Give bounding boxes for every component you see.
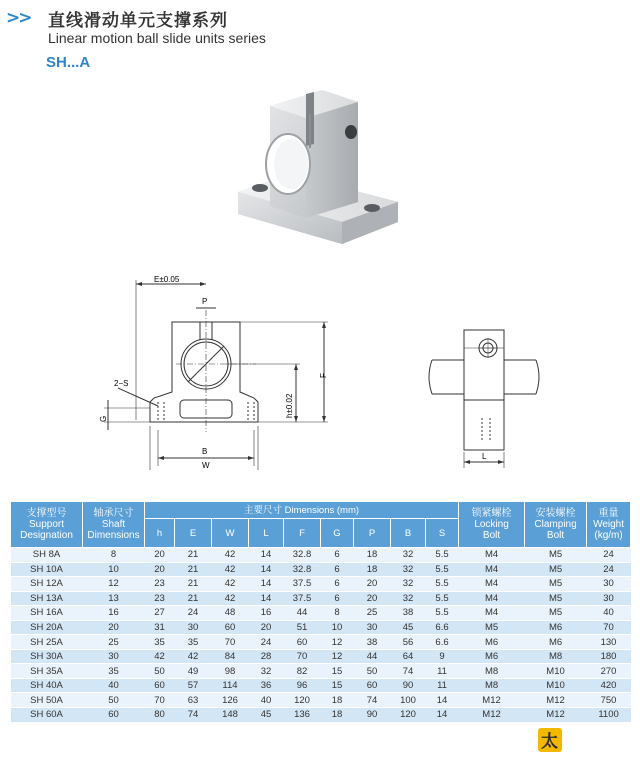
header-dim-f: F [284, 519, 321, 548]
table-cell: 70 [587, 620, 631, 635]
table-row [11, 562, 631, 577]
table-cell: 27 [145, 606, 175, 621]
table-cell: SH 40A [11, 678, 83, 693]
table-cell: 18 [321, 693, 354, 708]
table-cell: 42 [212, 562, 249, 577]
table-cell: 9 [426, 649, 459, 664]
table-cell: 18 [354, 562, 391, 577]
front-view-drawing [96, 270, 346, 470]
spec-table-body [11, 548, 631, 723]
table-cell: 90 [391, 678, 426, 693]
table-cell: 32.8 [284, 562, 321, 577]
table-cell: M12 [525, 693, 587, 708]
side-view-drawing [424, 320, 554, 470]
table-cell: 45 [249, 708, 284, 723]
table-cell: 14 [426, 708, 459, 723]
table-cell: 44 [284, 606, 321, 621]
table-cell: 14 [249, 562, 284, 577]
table-cell: M12 [525, 708, 587, 723]
table-cell: 32 [391, 548, 426, 563]
table-cell: 60 [145, 678, 175, 693]
table-cell: 14 [249, 577, 284, 592]
table-cell: 23 [145, 591, 175, 606]
label-p: P [202, 297, 208, 306]
label-g: G [99, 415, 108, 422]
title-english: Linear motion ball slide units series [48, 30, 266, 46]
table-cell: M6 [525, 620, 587, 635]
table-cell: 750 [587, 693, 631, 708]
table-cell: 21 [175, 548, 212, 563]
table-cell: M12 [459, 693, 525, 708]
table-cell: 37.5 [284, 577, 321, 592]
label-s: 2−S [114, 379, 129, 388]
table-cell: 42 [212, 548, 249, 563]
table-cell: 6.6 [426, 635, 459, 650]
header-dim-h: h [145, 519, 175, 548]
table-cell: SH 35A [11, 664, 83, 679]
table-cell: 8 [321, 606, 354, 621]
table-cell: M10 [525, 678, 587, 693]
table-cell: M5 [525, 562, 587, 577]
table-cell: 32 [391, 591, 426, 606]
table-cell: 37.5 [284, 591, 321, 606]
table-cell: 40 [83, 678, 145, 693]
header-dim-e: E [175, 519, 212, 548]
label-h: h±0.02 [285, 393, 294, 418]
header-dim-l: L [249, 519, 284, 548]
table-cell: 14 [249, 591, 284, 606]
table-cell: M8 [525, 649, 587, 664]
header-dim-p: P [354, 519, 391, 548]
table-cell: 5.5 [426, 548, 459, 563]
table-cell: 14 [249, 548, 284, 563]
table-cell: 21 [175, 562, 212, 577]
table-cell: 80 [145, 708, 175, 723]
table-cell: M4 [459, 606, 525, 621]
table-cell: M10 [525, 664, 587, 679]
table-cell: 64 [391, 649, 426, 664]
table-cell: 74 [354, 693, 391, 708]
table-cell: M5 [525, 591, 587, 606]
table-cell: M6 [525, 635, 587, 650]
table-cell: 42 [212, 577, 249, 592]
table-row [11, 678, 631, 693]
table-cell: SH 30A [11, 649, 83, 664]
header-dim-s: S [426, 519, 459, 548]
table-cell: 63 [175, 693, 212, 708]
header-weight: 重量 Weight (kg/m) [587, 502, 631, 548]
table-cell: 70 [145, 693, 175, 708]
table-cell: 30 [587, 591, 631, 606]
table-cell: 32 [391, 577, 426, 592]
table-cell: 18 [321, 708, 354, 723]
table-cell: 23 [145, 577, 175, 592]
table-cell: 70 [212, 635, 249, 650]
table-cell: 98 [212, 664, 249, 679]
label-w: W [202, 461, 210, 470]
table-cell: 32 [249, 664, 284, 679]
table-row [11, 620, 631, 635]
table-cell: 70 [284, 649, 321, 664]
table-cell: 28 [249, 649, 284, 664]
table-cell: SH 8A [11, 548, 83, 563]
table-cell: M5 [525, 577, 587, 592]
table-cell: 16 [83, 606, 145, 621]
table-cell: 40 [587, 606, 631, 621]
table-cell: 18 [354, 548, 391, 563]
table-cell: 126 [212, 693, 249, 708]
table-cell: 5.5 [426, 577, 459, 592]
table-row [11, 635, 631, 650]
table-cell: 13 [83, 591, 145, 606]
table-cell: 45 [391, 620, 426, 635]
table-cell: 30 [354, 620, 391, 635]
table-cell: 6 [321, 548, 354, 563]
table-cell: 10 [83, 562, 145, 577]
table-cell: 15 [321, 678, 354, 693]
table-cell: 57 [175, 678, 212, 693]
table-row [11, 649, 631, 664]
table-cell: 5.5 [426, 562, 459, 577]
table-cell: 38 [391, 606, 426, 621]
table-cell: 11 [426, 664, 459, 679]
table-cell: SH 20A [11, 620, 83, 635]
table-cell: 84 [212, 649, 249, 664]
table-cell: 48 [212, 606, 249, 621]
table-cell: 6 [321, 577, 354, 592]
table-cell: 20 [354, 591, 391, 606]
header-designation: 支撑型号 Support Designation [11, 502, 83, 548]
label-e: E±0.05 [154, 275, 180, 284]
table-cell: SH 25A [11, 635, 83, 650]
table-cell: 21 [175, 591, 212, 606]
table-cell: SH 12A [11, 577, 83, 592]
table-cell: 96 [284, 678, 321, 693]
table-row [11, 708, 631, 723]
header-shaft: 轴承尺寸 Shaft Dimensions [83, 502, 145, 548]
table-cell: SH 13A [11, 591, 83, 606]
header-dim-b: B [391, 519, 426, 548]
table-cell: 21 [175, 577, 212, 592]
table-cell: 24 [587, 548, 631, 563]
label-l: L [482, 452, 487, 461]
header-arrows: >> [6, 8, 31, 28]
table-cell: M4 [459, 591, 525, 606]
header-dim-g: G [321, 519, 354, 548]
table-cell: 25 [83, 635, 145, 650]
table-cell: 15 [321, 664, 354, 679]
table-cell: 14 [426, 693, 459, 708]
table-cell: 120 [284, 693, 321, 708]
table-cell: 42 [145, 649, 175, 664]
table-cell: 11 [426, 678, 459, 693]
table-cell: 148 [212, 708, 249, 723]
header-dimensions-group: 主要尺寸 Dimensions (mm) [145, 502, 459, 519]
table-row [11, 591, 631, 606]
table-cell: SH 50A [11, 693, 83, 708]
table-cell: 44 [354, 649, 391, 664]
table-cell: 24 [175, 606, 212, 621]
table-cell: 20 [83, 620, 145, 635]
table-cell: 35 [83, 664, 145, 679]
table-cell: 20 [354, 577, 391, 592]
table-cell: 60 [212, 620, 249, 635]
table-cell: 56 [391, 635, 426, 650]
table-cell: 270 [587, 664, 631, 679]
product-render [230, 84, 430, 254]
table-cell: 24 [587, 562, 631, 577]
table-cell: 51 [284, 620, 321, 635]
table-cell: 420 [587, 678, 631, 693]
table-cell: 6.6 [426, 620, 459, 635]
table-cell: 49 [175, 664, 212, 679]
table-cell: SH 60A [11, 708, 83, 723]
table-cell: 42 [175, 649, 212, 664]
table-cell: 30 [587, 577, 631, 592]
table-row [11, 548, 631, 563]
table-cell: M12 [459, 708, 525, 723]
table-cell: 12 [321, 635, 354, 650]
table-row [11, 693, 631, 708]
table-cell: 136 [284, 708, 321, 723]
table-cell: 32.8 [284, 548, 321, 563]
series-code: SH...A [46, 54, 91, 71]
table-cell: 35 [175, 635, 212, 650]
title-chinese: 直线滑动单元支撑系列 [48, 11, 228, 31]
spec-table [10, 501, 631, 723]
table-row [11, 577, 631, 592]
table-cell: 25 [354, 606, 391, 621]
table-cell: 36 [249, 678, 284, 693]
table-cell: 12 [321, 649, 354, 664]
svg-text:工爱好者: 工爱好者 [562, 734, 627, 751]
watermark-logo [538, 726, 634, 754]
table-cell: 114 [212, 678, 249, 693]
table-cell: 40 [249, 693, 284, 708]
table-cell: 6 [321, 591, 354, 606]
header-locking-bolt: 锁紧螺栓 Locking Bolt [459, 502, 525, 548]
table-cell: 74 [391, 664, 426, 679]
table-row [11, 606, 631, 621]
table-cell: 35 [145, 635, 175, 650]
table-cell: 180 [587, 649, 631, 664]
table-cell: 30 [175, 620, 212, 635]
table-cell: 50 [83, 693, 145, 708]
table-cell: M4 [459, 562, 525, 577]
table-cell: 31 [145, 620, 175, 635]
table-cell: M5 [525, 606, 587, 621]
table-cell: M6 [459, 635, 525, 650]
table-cell: 20 [145, 562, 175, 577]
table-cell: 100 [391, 693, 426, 708]
table-cell: 130 [587, 635, 631, 650]
table-cell: SH 10A [11, 562, 83, 577]
table-cell: 120 [391, 708, 426, 723]
table-cell: 82 [284, 664, 321, 679]
label-f: F [319, 373, 328, 378]
table-cell: 12 [83, 577, 145, 592]
svg-text:太: 太 [541, 732, 558, 751]
table-cell: 74 [175, 708, 212, 723]
table-cell: M8 [459, 678, 525, 693]
header-clamping-bolt: 安装螺栓 Clamping Bolt [525, 502, 587, 548]
table-cell: 24 [249, 635, 284, 650]
table-cell: 30 [83, 649, 145, 664]
table-cell: 20 [145, 548, 175, 563]
table-cell: SH 16A [11, 606, 83, 621]
table-cell: 5.5 [426, 591, 459, 606]
table-cell: 5.5 [426, 606, 459, 621]
table-cell: 60 [284, 635, 321, 650]
table-cell: M4 [459, 548, 525, 563]
table-cell: 20 [249, 620, 284, 635]
table-cell: M5 [525, 548, 587, 563]
table-cell: 38 [354, 635, 391, 650]
table-cell: 16 [249, 606, 284, 621]
table-cell: M5 [459, 620, 525, 635]
table-cell: 10 [321, 620, 354, 635]
table-cell: M6 [459, 649, 525, 664]
table-cell: 60 [83, 708, 145, 723]
table-cell: 60 [354, 678, 391, 693]
table-cell: 6 [321, 562, 354, 577]
table-cell: 50 [354, 664, 391, 679]
table-row [11, 664, 631, 679]
label-b: B [202, 447, 208, 456]
table-cell: 1100 [587, 708, 631, 723]
table-cell: 50 [145, 664, 175, 679]
header-dim-w: W [212, 519, 249, 548]
table-cell: 32 [391, 562, 426, 577]
table-cell: M8 [459, 664, 525, 679]
table-cell: 8 [83, 548, 145, 563]
table-cell: 90 [354, 708, 391, 723]
table-cell: M4 [459, 577, 525, 592]
table-cell: 42 [212, 591, 249, 606]
